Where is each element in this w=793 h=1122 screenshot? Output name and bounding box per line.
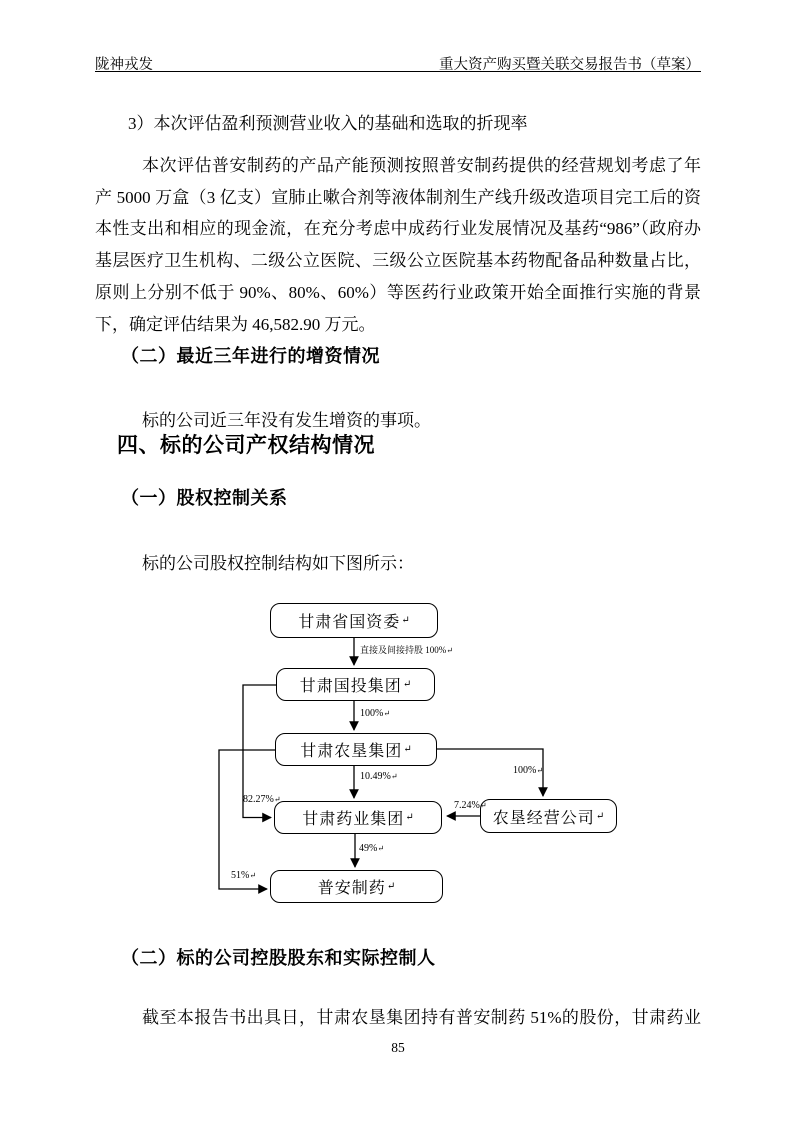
- edge-label-direct-indirect-100pct: 直接及间接持股 100%↵: [360, 645, 453, 655]
- edge-label-100pct-nongken-operating: 100%↵: [513, 765, 544, 776]
- diagram-node-puan-pharmaceutical: [270, 870, 443, 903]
- node-label: 甘肃农垦集团: [300, 743, 403, 760]
- paragraph-mark-icon: ↵: [403, 744, 412, 755]
- paragraph-mark-icon: ↵: [402, 679, 412, 690]
- diagram-node-gansu-pharma-group: [274, 801, 442, 834]
- paragraph-mark-icon: ↵: [479, 801, 487, 810]
- paragraph-capital-increase: 标的公司近三年没有发生增资的事项。: [142, 411, 431, 430]
- diagram-node-gansu-nongken-group: [275, 733, 437, 766]
- diagram-node-gansu-sasac: [270, 603, 438, 638]
- heading-capital-increase: （二）最近三年进行的增资情况: [121, 346, 380, 366]
- paragraph-equity-diagram-intro: 标的公司股权控制结构如下图所示：: [142, 554, 414, 573]
- equity-structure-diagram: [95, 593, 701, 925]
- diagram-node-gansu-guotou-group: [276, 668, 435, 701]
- node-label: 甘肃国投集团: [299, 678, 402, 695]
- paragraph-mark-icon: ↵: [383, 709, 391, 718]
- heading-section-four-ownership-structure: 四、标的公司产权结构情况: [117, 434, 375, 457]
- edge-label-82-27pct: 82.27%↵: [243, 794, 281, 805]
- diagram-node-nongken-operating-company: [480, 799, 617, 833]
- paragraph-mark-icon: ↵: [273, 795, 281, 804]
- paragraph-mark-icon: ↵: [405, 812, 414, 823]
- edge-label-49pct: 49%↵: [359, 843, 385, 854]
- paragraph-mark-icon: ↵: [390, 772, 398, 781]
- clause-heading-discount-rate: 3）本次评估盈利预测营业收入的基础和选取的折现率: [128, 114, 528, 133]
- node-label: 普安制药: [317, 880, 386, 897]
- paragraph-mark-icon: ↵: [401, 615, 410, 626]
- edge-label-7-24pct: 7.24%↵: [454, 800, 487, 811]
- header-rule: [95, 71, 701, 72]
- edge-label-100pct-guotou-nongken: 100%↵: [360, 708, 391, 719]
- page-number: 85: [391, 1040, 405, 1055]
- node-label: 甘肃省国资委: [298, 614, 401, 631]
- edge-label-10-49pct: 10.49%↵: [360, 771, 398, 782]
- edge-label-51pct: 51%↵: [231, 870, 257, 881]
- heading-controlling-shareholder: （二）标的公司控股股东和实际控制人: [121, 948, 436, 968]
- header-report-title: 重大资产购买暨关联交易报告书（草案）: [439, 57, 700, 73]
- paragraph-mark-icon: ↵: [386, 881, 396, 892]
- paragraph-mark-icon: ↵: [446, 646, 453, 655]
- node-label: 甘肃药业集团: [302, 811, 405, 828]
- paragraph-valuation-result: 本次评估普安制药的产品产能预测按照普安制药提供的经营规划考虑了年产 5000 万盒（3 亿支）宣肺止嗽合剂等液体制剂生产线升级改造项目完工后的资本性支出和相应的现金流，在充分考虑中成药行业发展情况及基药“986”（政府办基层医疗卫生机构、二级公立医院、三级公立医院基本药物配备品种数量占比，原则上分别不低于 90%、80%、60%）等医药行业政策开始全面推行实施的背景下，确定评估结果为 46,582.90 万元。: [95, 156, 701, 334]
- paragraph-controlling-shareholder: 截至本报告书出具日，甘肃农垦集团持有普安制药 51%的股份，甘肃药业: [142, 1008, 701, 1027]
- paragraph-mark-icon: ↵: [595, 810, 605, 822]
- node-label: 农垦经营公司: [492, 809, 595, 827]
- header-company-short-name: 陇神戎发: [95, 57, 153, 73]
- paragraph-mark-icon: ↵: [249, 871, 257, 880]
- heading-equity-control-relationship: （一）股权控制关系: [121, 488, 288, 508]
- paragraph-mark-icon: ↵: [377, 844, 385, 853]
- paragraph-mark-icon: ↵: [536, 766, 544, 775]
